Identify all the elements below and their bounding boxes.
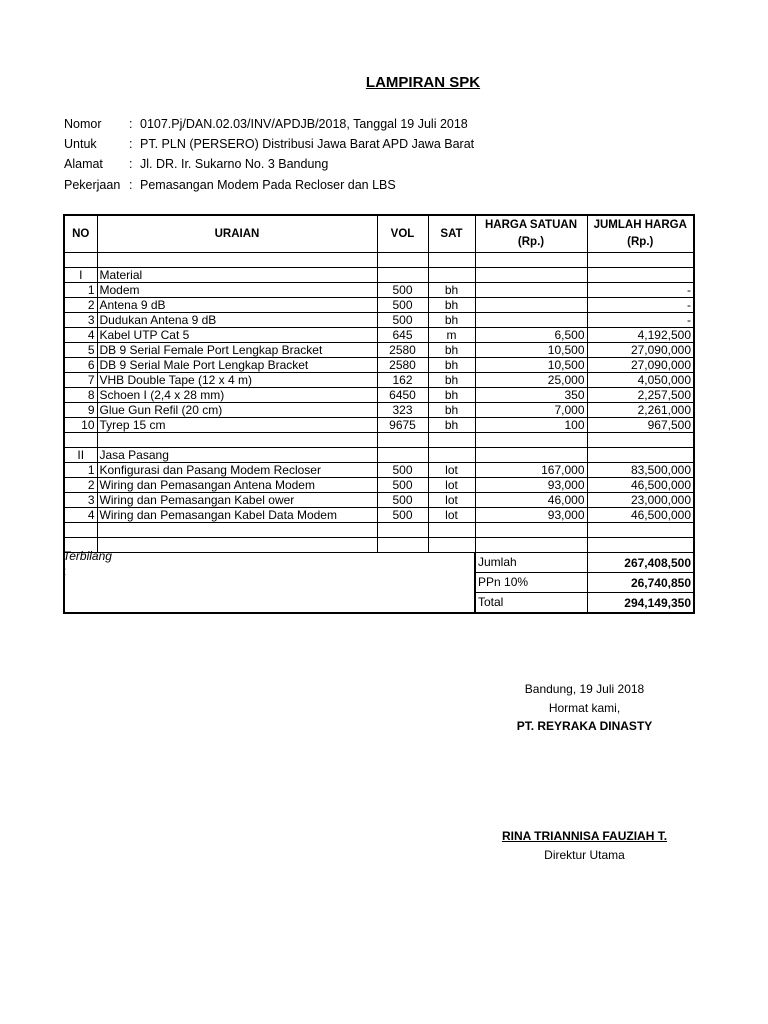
table-row xyxy=(64,313,694,328)
row-no: 5 xyxy=(64,343,97,358)
row-no: 4 xyxy=(64,328,97,343)
signature-position: Direktur Utama xyxy=(544,848,625,862)
table-row xyxy=(64,493,694,508)
total-label: Total xyxy=(475,593,587,614)
row-uraian: Konfigurasi dan Pasang Modem Recloser xyxy=(97,463,377,478)
empty-cell xyxy=(428,253,475,268)
page-title: LAMPIRAN SPK xyxy=(365,74,481,91)
total-value: 26,740,850 xyxy=(587,573,694,593)
section-row-jasa xyxy=(64,448,694,463)
row-uraian: DB 9 Serial Female Port Lengkap Bracket xyxy=(97,343,377,358)
meta-colon: : xyxy=(129,157,133,171)
empty-cell xyxy=(587,538,694,553)
row-sat: lot xyxy=(428,463,475,478)
row-uraian: Dudukan Antena 9 dB xyxy=(97,313,377,328)
empty-cell xyxy=(377,523,428,538)
row-no: 1 xyxy=(64,283,97,298)
meta-label: Pekerjaan xyxy=(64,178,121,192)
table-row xyxy=(64,358,694,373)
row-no: 4 xyxy=(64,508,97,523)
table-header-row xyxy=(64,215,694,253)
row-uraian: DB 9 Serial Male Port Lengkap Bracket xyxy=(97,358,377,373)
header-harga-line1: HARGA SATUAN xyxy=(485,219,577,231)
row-jumlah: - xyxy=(587,298,694,313)
row-uraian: Modem xyxy=(97,283,377,298)
row-harga: 167,000 xyxy=(475,463,587,478)
row-vol: 9675 xyxy=(377,418,428,433)
row-vol: 6450 xyxy=(377,388,428,403)
row-uraian: Kabel UTP Cat 5 xyxy=(97,328,377,343)
table-row xyxy=(64,418,694,433)
row-vol: 2580 xyxy=(377,343,428,358)
table-row xyxy=(64,388,694,403)
row-sat: bh xyxy=(428,343,475,358)
row-uraian: Wiring dan Pemasangan Kabel ower xyxy=(97,493,377,508)
row-vol: 500 xyxy=(377,478,428,493)
row-harga: 93,000 xyxy=(475,508,587,523)
table-row-spacer xyxy=(64,433,694,448)
empty-cell xyxy=(428,268,475,283)
section-label: Jasa Pasang xyxy=(97,448,377,463)
meta-colon: : xyxy=(129,117,133,131)
row-harga: 46,000 xyxy=(475,493,587,508)
row-no: 1 xyxy=(64,463,97,478)
row-no: 9 xyxy=(64,403,97,418)
row-vol: 323 xyxy=(377,403,428,418)
empty-cell xyxy=(475,268,587,283)
empty-cell xyxy=(428,433,475,448)
empty-cell xyxy=(587,433,694,448)
empty-cell xyxy=(377,253,428,268)
table-row xyxy=(64,373,694,388)
row-harga xyxy=(475,298,587,313)
row-jumlah: 83,500,000 xyxy=(587,463,694,478)
table-row xyxy=(64,463,694,478)
header-harga xyxy=(475,215,587,253)
total-label: Jumlah xyxy=(475,553,587,573)
row-jumlah: 27,090,000 xyxy=(587,358,694,373)
table-row xyxy=(64,343,694,358)
empty-cell xyxy=(377,433,428,448)
meta-value: 0107.Pj/DAN.02.03/INV/APDJB/2018, Tanggal 19 Juli 2018 xyxy=(140,117,468,131)
empty-cell xyxy=(428,448,475,463)
header-no: NO xyxy=(64,215,97,253)
empty-cell xyxy=(64,433,97,448)
total-label: PPn 10% xyxy=(475,573,587,593)
row-vol: 500 xyxy=(377,313,428,328)
empty-cell xyxy=(64,523,97,538)
empty-cell xyxy=(428,538,475,553)
row-sat: bh xyxy=(428,403,475,418)
row-no: 3 xyxy=(64,493,97,508)
row-vol: 162 xyxy=(377,373,428,388)
terbilang-colon: : xyxy=(63,564,67,578)
row-no: 2 xyxy=(64,478,97,493)
table-row xyxy=(64,328,694,343)
table-row xyxy=(64,298,694,313)
header-jumlah-line1: JUMLAH HARGA xyxy=(593,219,687,231)
row-jumlah: 46,500,000 xyxy=(587,478,694,493)
signature-name: RINA TRIANNISA FAUZIAH T. xyxy=(501,829,668,843)
empty-cell xyxy=(587,523,694,538)
table-row-spacer xyxy=(64,253,694,268)
header-sat: SAT xyxy=(428,215,475,253)
meta-value: PT. PLN (PERSERO) Distribusi Jawa Barat APD Jawa Barat xyxy=(140,137,475,151)
row-jumlah: - xyxy=(587,313,694,328)
table-row xyxy=(64,403,694,418)
empty-cell xyxy=(97,523,377,538)
meta-colon: : xyxy=(129,137,133,151)
empty-cell xyxy=(377,538,428,553)
meta-label: Nomor xyxy=(64,117,102,131)
row-jumlah: 23,000,000 xyxy=(587,493,694,508)
empty-cell xyxy=(475,253,587,268)
table-row-spacer xyxy=(64,523,694,538)
row-sat: lot xyxy=(428,508,475,523)
empty-cell xyxy=(475,448,587,463)
empty-cell xyxy=(377,448,428,463)
row-no: 2 xyxy=(64,298,97,313)
row-vol: 2580 xyxy=(377,358,428,373)
row-harga: 6,500 xyxy=(475,328,587,343)
row-no: 7 xyxy=(64,373,97,388)
row-harga xyxy=(475,313,587,328)
terbilang-label: Terbilang xyxy=(63,549,112,563)
row-vol: 500 xyxy=(377,463,428,478)
row-harga: 10,500 xyxy=(475,358,587,373)
empty-cell xyxy=(475,433,587,448)
row-vol: 500 xyxy=(377,508,428,523)
row-sat: bh xyxy=(428,373,475,388)
row-sat: bh xyxy=(428,283,475,298)
row-harga: 25,000 xyxy=(475,373,587,388)
empty-cell xyxy=(475,538,587,553)
row-uraian: VHB Double Tape (12 x 4 m) xyxy=(97,373,377,388)
row-uraian: Glue Gun Refil (20 cm) xyxy=(97,403,377,418)
row-sat: bh xyxy=(428,388,475,403)
header-jumlah-line2: (Rp.) xyxy=(627,236,654,248)
row-no: 10 xyxy=(64,418,97,433)
row-uraian: Wiring dan Pemasangan Kabel Data Modem xyxy=(97,508,377,523)
row-jumlah: 967,500 xyxy=(587,418,694,433)
meta-value: Jl. DR. Ir. Sukarno No. 3 Bandung xyxy=(140,157,329,171)
section-label: Material xyxy=(97,268,377,283)
row-sat: bh xyxy=(428,298,475,313)
row-sat: lot xyxy=(428,493,475,508)
row-jumlah: 4,050,000 xyxy=(587,373,694,388)
section-no: I xyxy=(64,268,97,283)
empty-cell xyxy=(475,523,587,538)
empty-cell xyxy=(64,253,97,268)
row-vol: 645 xyxy=(377,328,428,343)
row-jumlah: - xyxy=(587,283,694,298)
row-jumlah: 2,257,500 xyxy=(587,388,694,403)
row-no: 8 xyxy=(64,388,97,403)
table-row xyxy=(64,283,694,298)
section-row-material xyxy=(64,268,694,283)
table-row xyxy=(64,478,694,493)
empty-cell xyxy=(587,448,694,463)
row-harga: 100 xyxy=(475,418,587,433)
table-row xyxy=(64,508,694,523)
row-harga: 93,000 xyxy=(475,478,587,493)
row-jumlah: 2,261,000 xyxy=(587,403,694,418)
row-jumlah: 4,192,500 xyxy=(587,328,694,343)
total-row xyxy=(64,553,694,573)
row-vol: 500 xyxy=(377,283,428,298)
meta-label: Untuk xyxy=(64,137,97,151)
header-uraian: URAIAN xyxy=(97,215,377,253)
row-uraian: Antena 9 dB xyxy=(97,298,377,313)
row-vol: 500 xyxy=(377,298,428,313)
section-no: II xyxy=(64,448,97,463)
empty-cell xyxy=(97,433,377,448)
meta-label: Alamat xyxy=(64,157,103,171)
header-vol: VOL xyxy=(377,215,428,253)
row-no: 6 xyxy=(64,358,97,373)
signature-place-date: Bandung, 19 Juli 2018 xyxy=(524,682,645,696)
row-sat: lot xyxy=(428,478,475,493)
row-uraian: Schoen I (2,4 x 28 mm) xyxy=(97,388,377,403)
row-sat: bh xyxy=(428,313,475,328)
row-sat: bh xyxy=(428,358,475,373)
row-uraian: Tyrep 15 cm xyxy=(97,418,377,433)
terbilang-area xyxy=(64,553,475,614)
total-value: 267,408,500 xyxy=(587,553,694,573)
row-harga: 10,500 xyxy=(475,343,587,358)
row-no: 3 xyxy=(64,313,97,328)
row-jumlah: 27,090,000 xyxy=(587,343,694,358)
empty-cell xyxy=(377,268,428,283)
meta-colon: : xyxy=(129,178,133,192)
spk-table xyxy=(63,214,695,614)
empty-cell xyxy=(97,253,377,268)
table-row-spacer xyxy=(64,538,694,553)
header-jumlah xyxy=(587,215,694,253)
row-harga xyxy=(475,283,587,298)
signature-greeting: Hormat kami, xyxy=(548,701,621,715)
row-sat: m xyxy=(428,328,475,343)
empty-cell xyxy=(587,253,694,268)
row-uraian: Wiring dan Pemasangan Antena Modem xyxy=(97,478,377,493)
row-harga: 7,000 xyxy=(475,403,587,418)
empty-cell xyxy=(97,538,377,553)
row-jumlah: 46,500,000 xyxy=(587,508,694,523)
meta-value: Pemasangan Modem Pada Recloser dan LBS xyxy=(140,178,396,192)
total-value: 294,149,350 xyxy=(587,593,694,614)
header-harga-line2: (Rp.) xyxy=(517,236,545,248)
signature-company: PT. REYRAKA DINASTY xyxy=(516,719,653,733)
row-harga: 350 xyxy=(475,388,587,403)
row-vol: 500 xyxy=(377,493,428,508)
row-sat: bh xyxy=(428,418,475,433)
empty-cell xyxy=(587,268,694,283)
empty-cell xyxy=(428,523,475,538)
